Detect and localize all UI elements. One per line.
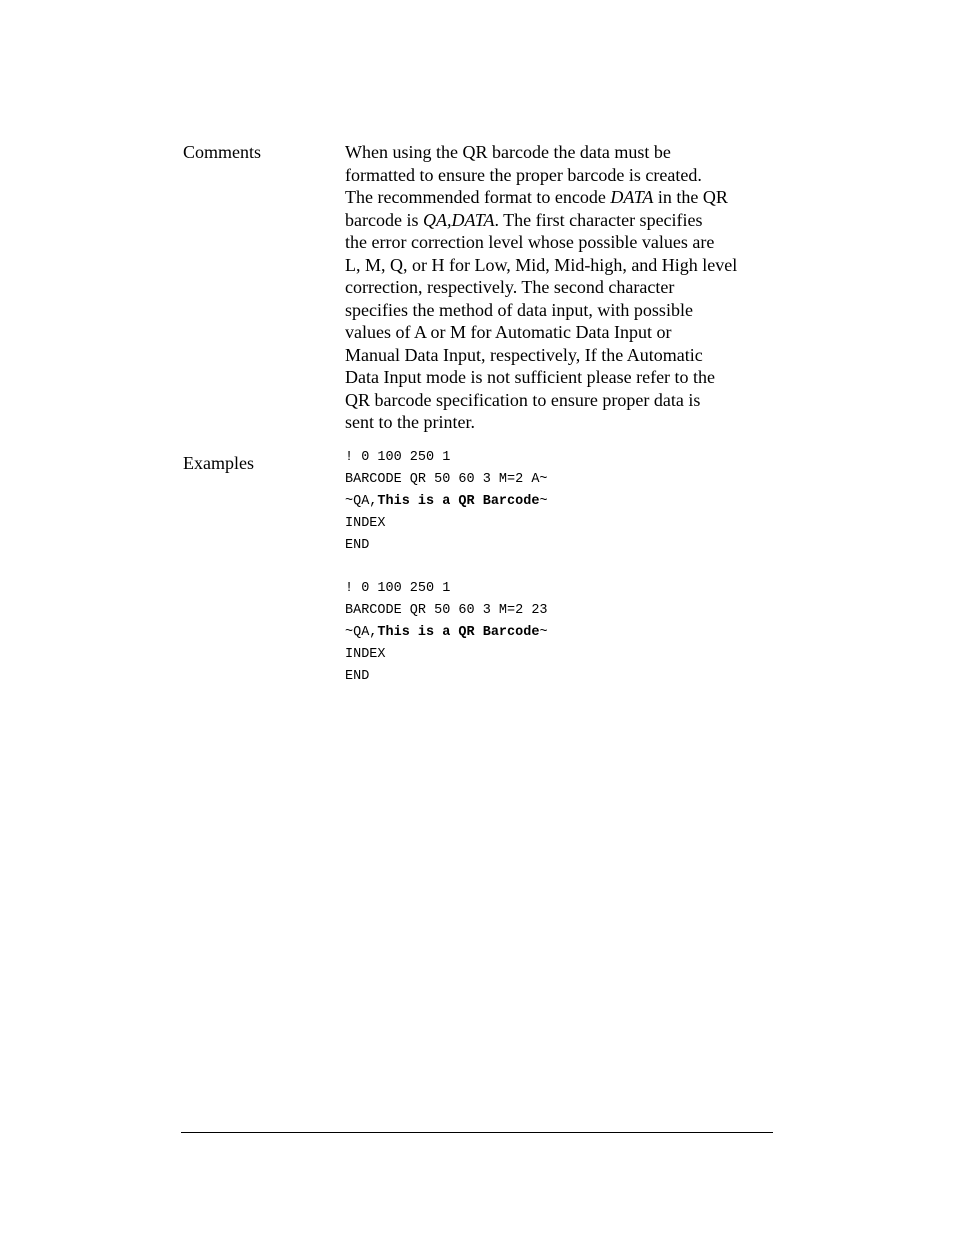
code-line xyxy=(345,622,548,644)
comments-paragraph xyxy=(345,141,790,434)
code-line: END xyxy=(345,669,370,684)
code-line: ! 0 100 250 1 xyxy=(345,581,451,596)
code-line: INDEX xyxy=(345,516,386,531)
code-line xyxy=(345,491,548,513)
footer-rule xyxy=(181,1132,773,1133)
code-prefix: ~QA, xyxy=(345,494,378,509)
comments-em-data: DATA xyxy=(610,187,654,207)
code-suffix: ~ xyxy=(539,494,548,509)
comments-label: Comments xyxy=(183,142,262,162)
code-line: BARCODE QR 50 60 3 M=2 23 xyxy=(345,603,548,618)
code-line: END xyxy=(345,538,370,553)
code-example-2 xyxy=(345,578,548,688)
code-prefix: ~QA, xyxy=(345,625,378,640)
code-line: INDEX xyxy=(345,647,386,662)
code-suffix: ~ xyxy=(539,625,548,640)
comments-text-3: . The first character specifies the error correction level whose possible values are L, M, Q, or H for Low, Mid, Mid-high, and High level correction, respectively. The second character specifies the method of data input, with possible values of A or M for Automatic Data Input or Manual Data Input, respectively, If the Automatic Data Input mode is not sufficient please refer to the QR barcode specification to ensure proper data is sent to the printer. xyxy=(345,209,738,432)
code-bold-text: This is a QR Barcode xyxy=(377,494,540,509)
code-example-1 xyxy=(345,447,548,557)
comments-body xyxy=(345,141,790,434)
comments-text-1: When using the QR barcode the data must be formatted to ensure the proper barcode is created. The recommended format to encode xyxy=(345,142,702,207)
code-bold-text: This is a QR Barcode xyxy=(377,625,540,640)
comments-text-2: in the QR barcode is xyxy=(345,187,728,230)
examples-label: Examples xyxy=(183,453,254,473)
code-line: BARCODE QR 50 60 3 M=2 A~ xyxy=(345,472,548,487)
comments-em-qa-data: QA,DATA xyxy=(422,209,495,230)
code-line: ! 0 100 250 1 xyxy=(345,450,451,465)
